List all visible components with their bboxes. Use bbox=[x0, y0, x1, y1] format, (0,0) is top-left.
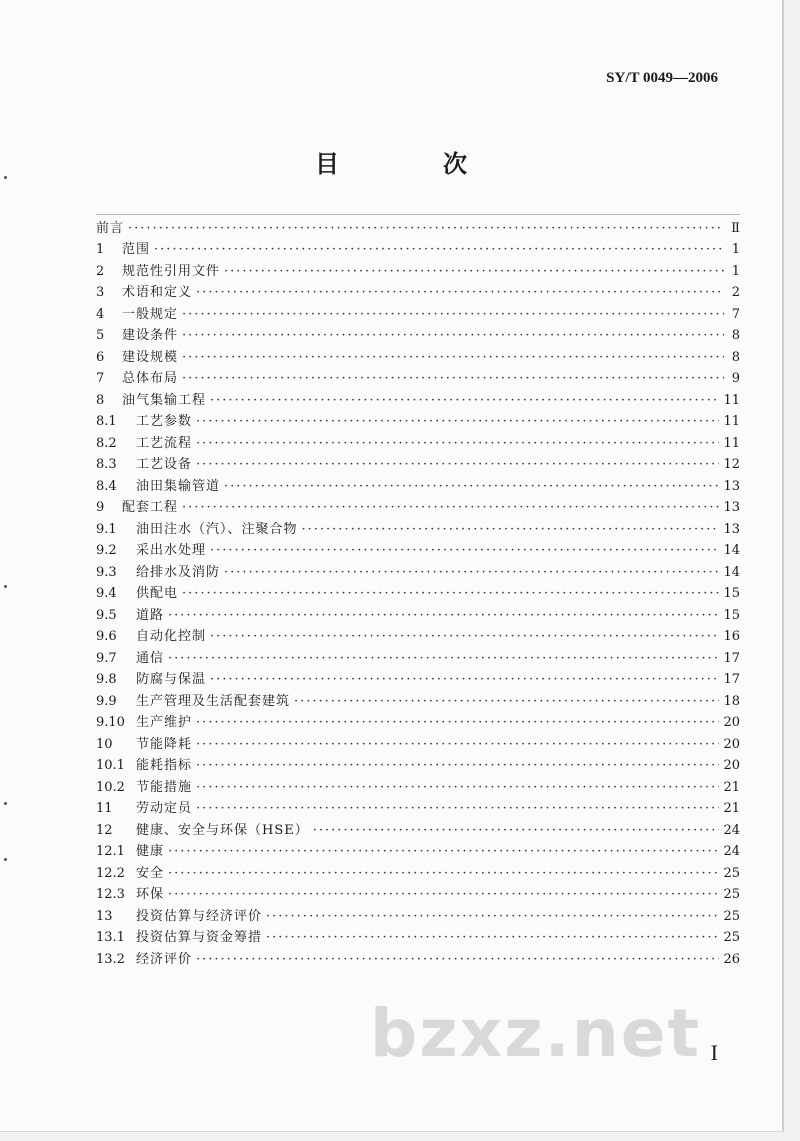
toc-leader-dots bbox=[154, 241, 724, 258]
toc-entry-page: 26 bbox=[723, 951, 740, 967]
toc-entry-page: 7 bbox=[731, 306, 740, 322]
toc-leader-dots bbox=[196, 435, 719, 452]
toc-entry[interactable] bbox=[96, 473, 740, 495]
toc-entry-title: 范围 bbox=[122, 242, 151, 257]
toc-entry[interactable] bbox=[96, 409, 740, 431]
toc-leader-dots bbox=[196, 951, 719, 968]
toc-entry-title: 油田集输管道 bbox=[136, 478, 221, 494]
toc-entry-number: 9.6 bbox=[96, 629, 117, 644]
toc-entry-page: 11 bbox=[723, 392, 740, 408]
toc-entry-page: Ⅱ bbox=[731, 220, 740, 236]
toc-entry[interactable] bbox=[96, 946, 740, 968]
toc-entry-number: 11 bbox=[96, 801, 113, 816]
toc-entry[interactable] bbox=[96, 215, 740, 237]
toc-entry[interactable] bbox=[96, 258, 740, 280]
toc-entry-title: 油气集输工程 bbox=[122, 392, 207, 408]
toc-entry-number: 1 bbox=[96, 242, 105, 257]
toc-leader-dots bbox=[182, 349, 724, 366]
watermark: bzxz.net bbox=[370, 995, 702, 1072]
toc-entry-number: 12 bbox=[96, 822, 113, 838]
toc-entry[interactable] bbox=[96, 301, 740, 323]
toc-entry-number: 9.7 bbox=[96, 650, 117, 666]
toc-entry-page: 8 bbox=[731, 328, 740, 343]
toc-entry-number: 9.4 bbox=[96, 586, 117, 601]
toc-entry-title: 工艺流程 bbox=[136, 435, 193, 451]
toc-leader-dots bbox=[210, 542, 719, 559]
toc-leader-dots bbox=[196, 456, 719, 473]
toc-leader-dots bbox=[224, 564, 719, 581]
toc-entry[interactable] bbox=[96, 602, 740, 624]
toc-entry-title: 工艺参数 bbox=[136, 414, 193, 429]
toc-entry-title: 健康 bbox=[136, 844, 165, 859]
toc-entry-page: 13 bbox=[723, 521, 740, 537]
toc-leader-dots bbox=[168, 650, 719, 667]
toc-entry-title: 环保 bbox=[136, 887, 165, 902]
toc-entry[interactable] bbox=[96, 774, 740, 796]
table-of-contents bbox=[96, 214, 740, 968]
toc-entry-number: 12.1 bbox=[96, 844, 125, 859]
toc-entry-title: 投资估算与经济评价 bbox=[136, 908, 263, 924]
toc-entry-page: 12 bbox=[723, 457, 740, 472]
toc-leader-dots bbox=[266, 908, 719, 925]
toc-entry-number: 8 bbox=[96, 392, 105, 408]
toc-leader-dots bbox=[196, 757, 719, 774]
toc-entry-page: 2 bbox=[731, 285, 740, 300]
toc-entry[interactable] bbox=[96, 688, 740, 710]
toc-entry-page: 15 bbox=[723, 607, 740, 623]
toc-entry-title: 采出水处理 bbox=[136, 543, 207, 558]
toc-entry[interactable] bbox=[96, 624, 740, 646]
toc-entry-title: 规范性引用文件 bbox=[122, 263, 221, 279]
toc-entry-number: 13.1 bbox=[96, 930, 125, 945]
toc-entry[interactable] bbox=[96, 366, 740, 388]
toc-leader-dots bbox=[210, 628, 719, 645]
toc-entry-page: 13 bbox=[723, 478, 740, 494]
toc-entry-title: 经济评价 bbox=[136, 951, 193, 967]
toc-entry-page: 24 bbox=[723, 844, 740, 859]
toc-entry-title: 防腐与保温 bbox=[136, 672, 207, 687]
toc-leader-dots bbox=[224, 478, 719, 495]
toc-entry[interactable] bbox=[96, 538, 740, 560]
toc-leader-dots bbox=[224, 263, 724, 280]
toc-entry-number: 8.2 bbox=[96, 435, 117, 451]
toc-entry-number: 8.4 bbox=[96, 478, 117, 494]
toc-entry-number: 13 bbox=[96, 908, 113, 924]
toc-entry[interactable] bbox=[96, 495, 740, 517]
toc-leader-dots bbox=[196, 779, 719, 796]
toc-entry-page: 11 bbox=[723, 414, 740, 429]
toc-entry-number: 9.10 bbox=[96, 715, 125, 730]
toc-entry-page: 25 bbox=[723, 908, 740, 924]
toc-entry-page: 18 bbox=[723, 693, 740, 709]
toc-entry[interactable] bbox=[96, 753, 740, 775]
toc-leader-dots bbox=[210, 392, 719, 409]
toc-entry[interactable] bbox=[96, 559, 740, 581]
toc-entry-title: 投资估算与资金筹措 bbox=[136, 930, 263, 945]
toc-entry-title: 给排水及消防 bbox=[136, 564, 221, 580]
toc-entry[interactable] bbox=[96, 344, 740, 366]
toc-entry-number: 9 bbox=[96, 500, 105, 515]
toc-entry-page: 13 bbox=[723, 500, 740, 515]
toc-entry-number: 9.1 bbox=[96, 521, 117, 537]
toc-entry-number: 2 bbox=[96, 263, 105, 279]
toc-entry-number: 7 bbox=[96, 371, 105, 386]
scan-speck bbox=[4, 585, 7, 588]
toc-entry-number: 10.2 bbox=[96, 779, 125, 795]
toc-leader-dots bbox=[128, 220, 724, 237]
toc-entry[interactable] bbox=[96, 860, 740, 882]
toc-leader-dots bbox=[168, 607, 719, 624]
toc-leader-dots bbox=[196, 736, 719, 753]
toc-entry[interactable] bbox=[96, 237, 740, 259]
toc-entry-title: 节能降耗 bbox=[136, 736, 193, 752]
toc-entry-page: 9 bbox=[731, 371, 740, 386]
standard-number: SY/T 0049—2006 bbox=[606, 70, 718, 86]
toc-leader-dots bbox=[210, 671, 719, 688]
toc-leader-dots bbox=[196, 714, 719, 731]
toc-entry-number: 10.1 bbox=[96, 758, 125, 773]
toc-entry[interactable] bbox=[96, 925, 740, 947]
toc-entry-title: 油田注水（汽）、注聚合物 bbox=[136, 521, 298, 537]
toc-leader-dots bbox=[182, 306, 724, 323]
toc-entry-page: 1 bbox=[731, 242, 740, 257]
toc-entry-number: 10 bbox=[96, 736, 113, 752]
toc-entry-number: 9.9 bbox=[96, 693, 117, 709]
toc-entry-title: 工艺设备 bbox=[136, 457, 193, 472]
toc-entry[interactable] bbox=[96, 387, 740, 409]
scan-speck bbox=[4, 858, 7, 861]
toc-entry[interactable] bbox=[96, 796, 740, 818]
toc-title: 目 次 bbox=[315, 149, 507, 178]
toc-entry-title: 建设条件 bbox=[122, 328, 179, 343]
toc-entry[interactable] bbox=[96, 731, 740, 753]
toc-entry-title: 总体布局 bbox=[122, 371, 179, 386]
toc-entry[interactable] bbox=[96, 323, 740, 345]
toc-entry[interactable] bbox=[96, 645, 740, 667]
toc-entry-title: 劳动定员 bbox=[136, 801, 193, 816]
toc-entry-page: 8 bbox=[731, 349, 740, 365]
toc-entry-title: 供配电 bbox=[136, 586, 179, 601]
toc-entry[interactable] bbox=[96, 882, 740, 904]
toc-entry[interactable] bbox=[96, 667, 740, 689]
toc-entry-page: 11 bbox=[723, 435, 740, 451]
toc-entry-title: 前言 bbox=[96, 220, 125, 236]
toc-entry-number: 5 bbox=[96, 328, 105, 343]
toc-leader-dots bbox=[313, 822, 720, 839]
toc-leader-dots bbox=[168, 886, 719, 903]
toc-entry-number: 9.3 bbox=[96, 564, 117, 580]
toc-entry[interactable] bbox=[96, 280, 740, 302]
toc-entry-page: 14 bbox=[723, 564, 740, 580]
toc-entry-title: 生产管理及生活配套建筑 bbox=[136, 693, 291, 709]
toc-entry-page: 20 bbox=[723, 715, 740, 730]
toc-leader-dots bbox=[182, 327, 724, 344]
toc-leader-dots bbox=[168, 865, 719, 882]
toc-entry-title: 生产维护 bbox=[136, 715, 193, 730]
toc-entry-number: 9.8 bbox=[96, 672, 117, 687]
toc-entry-number: 13.2 bbox=[96, 951, 125, 967]
toc-leader-dots bbox=[168, 843, 719, 860]
toc-entry-title: 一般规定 bbox=[122, 306, 179, 322]
toc-entry-title: 术语和定义 bbox=[122, 285, 193, 300]
toc-leader-dots bbox=[182, 370, 724, 387]
toc-entry-page: 25 bbox=[723, 865, 740, 881]
scan-speck bbox=[4, 802, 7, 805]
toc-entry-title: 健康、安全与环保（HSE） bbox=[136, 822, 309, 838]
toc-entry[interactable] bbox=[96, 430, 740, 452]
toc-entry[interactable] bbox=[96, 817, 740, 839]
toc-entry-number: 6 bbox=[96, 349, 105, 365]
toc-entry-page: 15 bbox=[723, 586, 740, 601]
toc-entry-title: 建设规模 bbox=[122, 349, 179, 365]
toc-entry-page: 24 bbox=[723, 822, 740, 838]
toc-entry-page: 14 bbox=[723, 543, 740, 558]
toc-leader-dots bbox=[302, 521, 720, 538]
toc-entry-title: 通信 bbox=[136, 650, 165, 666]
toc-entry-page: 21 bbox=[723, 779, 740, 795]
toc-entry[interactable] bbox=[96, 581, 740, 603]
toc-entry-number: 12.3 bbox=[96, 887, 125, 902]
toc-entry-page: 16 bbox=[723, 629, 740, 644]
toc-entry-page: 17 bbox=[723, 650, 740, 666]
toc-entry-page: 20 bbox=[723, 736, 740, 752]
scan-speck bbox=[4, 176, 7, 179]
toc-entry[interactable] bbox=[96, 452, 740, 474]
toc-entry[interactable] bbox=[96, 839, 740, 861]
toc-leader-dots bbox=[182, 499, 719, 516]
toc-leader-dots bbox=[266, 929, 719, 946]
toc-entry-page: 20 bbox=[723, 758, 740, 773]
toc-entry[interactable] bbox=[96, 903, 740, 925]
toc-entry-page: 25 bbox=[723, 887, 740, 902]
toc-leader-dots bbox=[196, 413, 719, 430]
page-number: I bbox=[710, 1040, 718, 1065]
toc-entry[interactable] bbox=[96, 710, 740, 732]
toc-entry-number: 12.2 bbox=[96, 865, 125, 881]
toc-leader-dots bbox=[294, 693, 719, 710]
toc-entry-number: 3 bbox=[96, 285, 105, 300]
toc-entry-number: 8.1 bbox=[96, 414, 117, 429]
toc-entry-title: 道路 bbox=[136, 607, 165, 623]
toc-leader-dots bbox=[182, 585, 719, 602]
toc-entry-title: 配套工程 bbox=[122, 500, 179, 515]
toc-entry-number: 4 bbox=[96, 306, 105, 322]
toc-entry-number: 9.5 bbox=[96, 607, 117, 623]
toc-entry-title: 节能措施 bbox=[136, 779, 193, 795]
toc-entry-number: 8.3 bbox=[96, 457, 117, 472]
toc-entry-page: 21 bbox=[723, 801, 740, 816]
toc-entry-page: 1 bbox=[731, 263, 740, 279]
toc-entry-title: 安全 bbox=[136, 865, 165, 881]
toc-entry-page: 25 bbox=[723, 930, 740, 945]
toc-entry-title: 自动化控制 bbox=[136, 629, 207, 644]
toc-leader-dots bbox=[196, 800, 719, 817]
toc-entry-number: 9.2 bbox=[96, 543, 117, 558]
toc-entry-title: 能耗指标 bbox=[136, 758, 193, 773]
toc-leader-dots bbox=[196, 284, 724, 301]
toc-entry[interactable] bbox=[96, 516, 740, 538]
toc-entry-page: 17 bbox=[723, 672, 740, 687]
